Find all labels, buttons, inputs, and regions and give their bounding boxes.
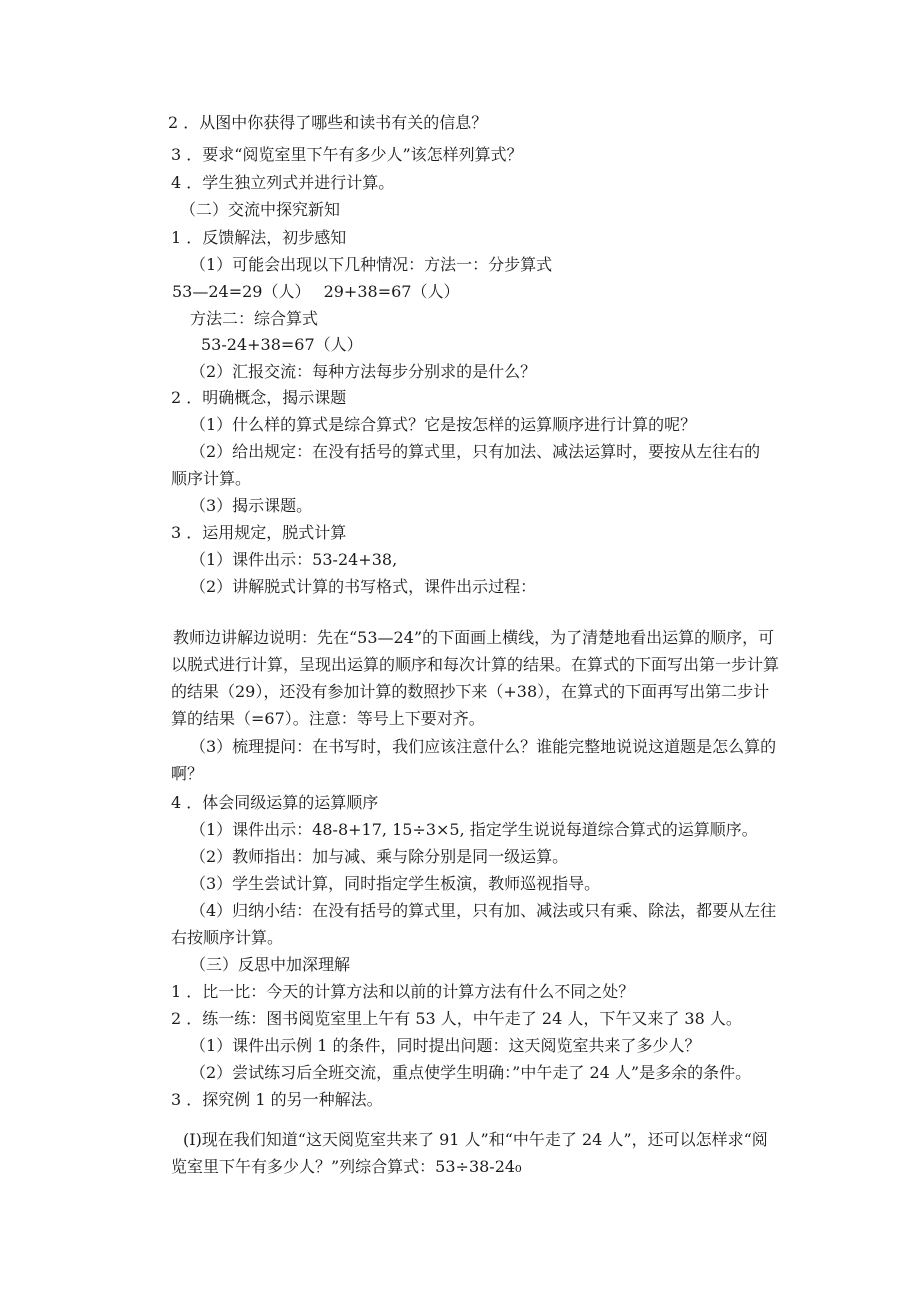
- line-reveal-topic: （3）揭示课题。: [190, 496, 313, 515]
- line-apply-rule: 3 ．运用规定，脱式计算: [171, 523, 347, 542]
- line-q4: 4 ．学生独立列式并进行计算。: [171, 173, 395, 192]
- line-courseware-1: （1）课件出示：53-24+38,: [190, 550, 398, 569]
- paragraph-review: （3）梳理提问：在书写时，我们应该注意什么？谁能完整地说说这道题是怎么算的啊？: [171, 737, 777, 783]
- line-rule-cont: 顺序计算。: [171, 469, 252, 488]
- paragraph-teacher-explain: 教师边讲解边说明：先在“53—24”的下面画上横线，为了清楚地看出运算的顺序，可以脱式进行计算，呈现出运算的顺序和每次计算的结果。在算式的下面写出第一步计算的结果（29），还没有参加计算的数照抄下来（+38），在算式的下面再写出第二步计算的结果（=67）。注意：等号上下要对齐。: [171, 628, 780, 728]
- line-try-exchange: （2）尝试练习后全班交流，重点使学生明确：”中午走了 24 人”是多余的条件。: [190, 1063, 752, 1082]
- line-feedback: 1 ．反馈解法，初步感知: [171, 228, 347, 247]
- line-same-level: 4 ．体会同级运算的运算顺序: [171, 793, 379, 812]
- paragraph-alt-solution: (I)现在我们知道“这天阅览室共来了 91 人”和“中午走了 24 人”，还可以怎样求“阅览室里下午有多少人？”列综合算式：53÷38-24₀: [171, 1130, 768, 1176]
- line-compare: 1 ．比一比：今天的计算方法和以前的计算方法有什么不同之处？: [171, 982, 635, 1001]
- line-method-one: （1）可能会出现以下几种情况：方法一：分步算式: [190, 255, 553, 274]
- line-explain-format: （2）讲解脱式计算的书写格式，课件出示过程：: [190, 577, 537, 596]
- line-method-two: 方法二：综合算式: [190, 309, 319, 328]
- line-teacher-points: （2）教师指出：加与减、乘与除分别是同一级运算。: [190, 847, 569, 866]
- line-q3: 3 ．要求“阅览室里下午有多少人”该怎样列算式？: [171, 145, 523, 164]
- line-rule: （2）给出规定：在没有括号的算式里，只有加法、减法运算时，要按从左往右的: [190, 442, 761, 461]
- line-practice: 2 ．练一练：图书阅览室里上午有 53 人，中午走了 24 人，下午又来了 38 人。: [171, 1009, 742, 1028]
- line-step-formulas: 53—24=29（人） 29+38=67（人）: [172, 282, 460, 301]
- paragraph-summary: （4）归纳小结：在没有括号的算式里，只有加、减法或只有乘、除法，都要从左往右按顺序计算。: [171, 901, 777, 947]
- line-explore: 3 ．探究例 1 的另一种解法。: [171, 1090, 383, 1109]
- section-heading-2: （二）交流中探究新知: [180, 200, 341, 219]
- line-student-try: （3）学生尝试计算，同时指定学生板演，教师巡视指导。: [190, 874, 601, 893]
- line-courseware-3: （1）课件出示例 1 的条件，同时提出问题：这天阅览室共来了多少人？: [190, 1036, 701, 1055]
- line-concept: 2 ．明确概念，揭示课题: [171, 388, 347, 407]
- section-heading-3: （三）反思中加深理解: [190, 955, 351, 974]
- line-q2: 2 ．从图中你获得了哪些和读书有关的信息？: [168, 113, 488, 132]
- line-courseware-2: （1）课件出示：48-8+17, 15÷3×5, 指定学生说说每道综合算式的运算顺序。: [190, 820, 758, 839]
- line-what-is-combined: （1）什么样的算式是综合算式？它是按怎样的运算顺序进行计算的呢？: [190, 415, 697, 434]
- line-combined-formula: 53-24+38=67（人）: [201, 335, 363, 354]
- line-report: （2）汇报交流：每种方法每步分别求的是什么？: [190, 362, 537, 381]
